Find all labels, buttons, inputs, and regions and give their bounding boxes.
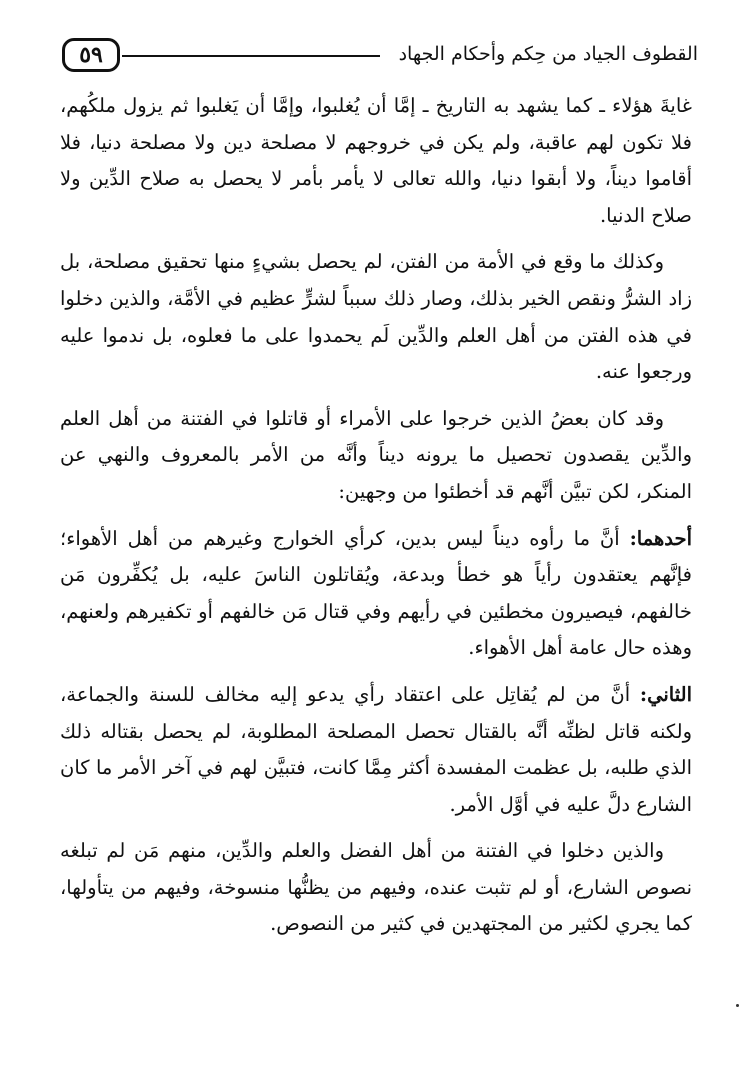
paragraph-6 xyxy=(60,833,692,943)
paragraph-1 xyxy=(60,88,692,234)
paragraph-5-lead: الثاني: xyxy=(639,682,692,706)
header-rule xyxy=(122,55,380,57)
body-text xyxy=(60,88,692,953)
paragraph-5 xyxy=(60,677,692,823)
running-title: القطوف الجياد من حِكم وأحكام الجهاد xyxy=(398,43,698,65)
paragraph-1-text: غايةَ هؤلاء ـ كما يشهد به التاريخ ـ إمَّا أن يُغلبوا، وإمَّا أن يَغلبوا ثم يزول ملكُهم، فلا تكون لهم عاقبة، ولم يكن في خروجهم لا مصلحة دين ولا مصلحة دنيا، فلا أقاموا ديناً، ولا أبقوا دنيا، والله تعالى لا يأمر بأمر لا يحصل به صلاح الدِّين ولا صلاح الدنيا. xyxy=(60,94,692,227)
page-header xyxy=(48,34,698,86)
paragraph-4-lead: أحدهما: xyxy=(629,526,692,550)
paragraph-6-text: والذين دخلوا في الفتنة من أهل الفضل والعلم والدِّين، منهم مَن لم تبلغه نصوص الشارع، أو لم تثبت عنده، وفيهم من يظنُّها منسوخة، وفيهم من يتأولها، كما يجري لكثير من المجتهدين في كثير من النصوص. xyxy=(60,839,692,936)
page-number-box xyxy=(62,38,120,72)
page-number: ٥٩ xyxy=(79,42,103,68)
paragraph-2 xyxy=(60,244,692,390)
paragraph-4-text: أنَّ ما رأوه ديناً ليس بدين، كرأي الخوارج وغيرهم من أهل الأهواء؛ فإنَّهم يعتقدون رأياً هو خطأ وبدعة، ويُقاتلون الناسَ عليه، بل يُكفِّرون مَن خالفهم، فيصيرون مخطئين في رأيهم وفي قتال مَن خالفهم أو تكفيرهم ولعنهم، وهذه حال عامة أهل الأهواء. xyxy=(60,526,692,660)
paragraph-5-text: أنَّ من لم يُقاتِل على اعتقاد رأي يدعو إليه مخالف للسنة والجماعة، ولكنه قاتل لظنِّه أنَّه بالقتال تحصل المصلحة المطلوبة، لم يحصل بقتاله ذلك الذي طلبه، بل عظمت المفسدة أكثر مِمَّا كانت، فتبيَّن لهم في آخر الأمر ما كان الشارع دلَّ عليه في أوَّل الأمر. xyxy=(60,682,692,816)
paragraph-3 xyxy=(60,401,692,511)
paragraph-2-text: وكذلك ما وقع في الأمة من الفتن، لم يحصل بشيءٍ منها تحقيق مصلحة، بل زاد الشرُّ ونقص الخير بذلك، وصار ذلك سبباً لشرٍّ عظيم في الأمَّة، والذين دخلوا في هذه الفتن من أهل العلم والدِّين لَم يحمدوا على ما فعلوه، بل ندموا عليه ورجعوا عنه. xyxy=(60,250,692,384)
paragraph-4 xyxy=(60,521,692,667)
paragraph-3-text: وقد كان بعضُ الذين خرجوا على الأمراء أو قاتلوا في الفتنة من أهل العلم والدِّين يقصدون تحصيل ما يرونه ديناً وأنَّه من الأمر بالمعروف والنهي عن المنكر، لكن تبيَّن أنَّهم قد أخطئوا من وجهين: xyxy=(60,406,692,503)
margin-dot xyxy=(736,1004,739,1007)
